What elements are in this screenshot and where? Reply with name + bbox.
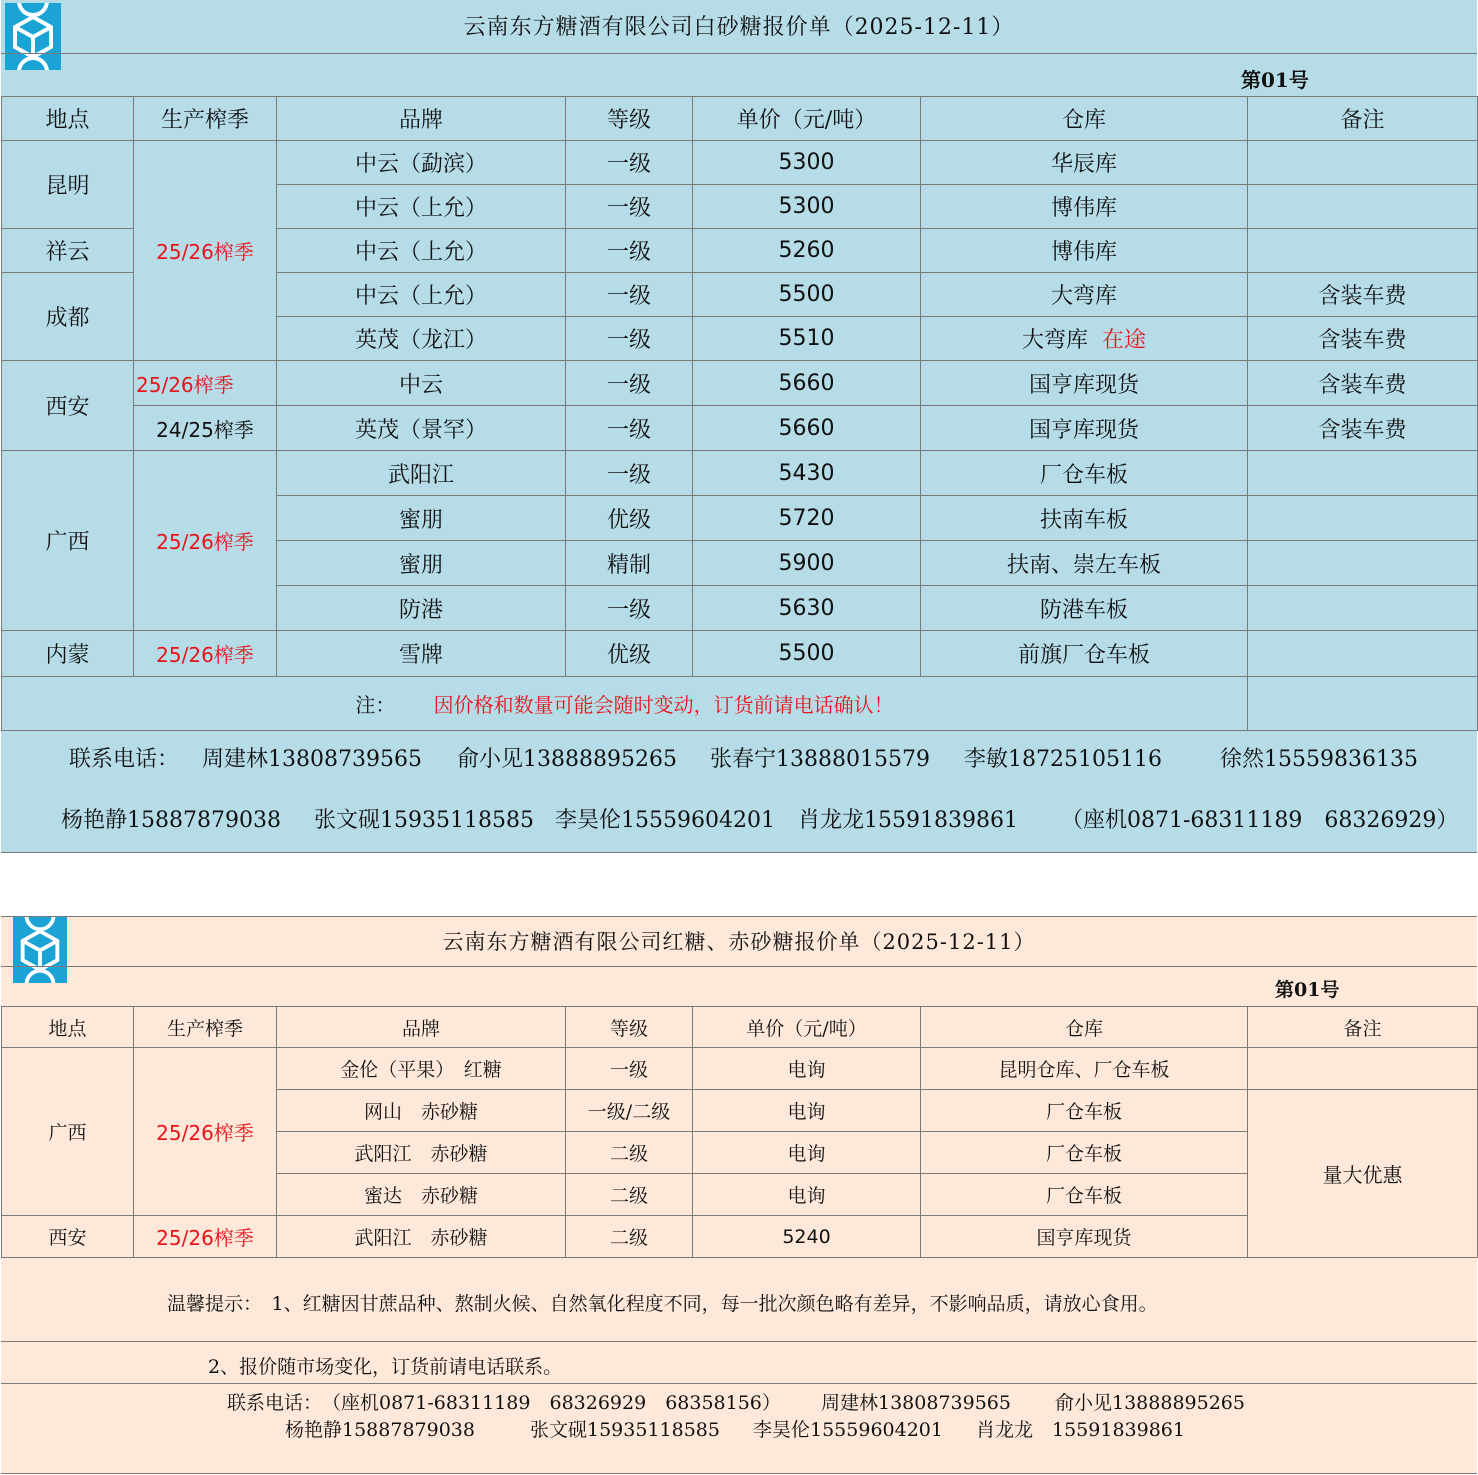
cell-price: 5300	[693, 141, 921, 185]
cell-location: 成都	[2, 273, 134, 361]
header-price: 单价（元/吨）	[693, 97, 921, 141]
cell-note	[1248, 496, 1478, 541]
cell-note	[1248, 541, 1478, 586]
cell-grade: 一级	[566, 1048, 693, 1090]
header-note: 备注	[1248, 1007, 1478, 1048]
cell-warehouse: 厂仓车板	[921, 1132, 1248, 1174]
brown-sugar-price-sheet	[1, 916, 1477, 1474]
header-location: 地点	[2, 97, 134, 141]
contact-item: 俞小见13888895265	[457, 747, 677, 772]
sheet-title: 云南东方糖酒有限公司白砂糖报价单（2025-12-11）	[1, 0, 1477, 54]
cell-brand: 英茂（龙江）	[277, 317, 566, 361]
cell-warehouse: 国亨库现货	[921, 406, 1248, 451]
contact-item: 张文砚15935118585	[314, 808, 534, 833]
cell-note	[1248, 451, 1478, 496]
cell-price: 5900	[693, 541, 921, 586]
cell-grade: 优级	[566, 496, 693, 541]
cell-warehouse: 厂仓车板	[921, 451, 1248, 496]
cell-grade: 一级	[566, 317, 693, 361]
cell-price: 5660	[693, 406, 921, 451]
cell-location: 祥云	[2, 229, 134, 273]
cell-grade: 一级/二级	[566, 1090, 693, 1132]
cell-price: 电询	[693, 1174, 921, 1216]
cell-season: 25/26榨季	[134, 141, 277, 361]
cell-grade: 精制	[566, 541, 693, 586]
cell-warehouse: 国亨库现货	[921, 361, 1248, 406]
cell-location: 内蒙	[2, 631, 134, 677]
cell-grade: 一级	[566, 229, 693, 273]
cell-note	[1248, 1048, 1478, 1090]
cell-warehouse: 扶南、崇左车板	[921, 541, 1248, 586]
cell-grade: 二级	[566, 1216, 693, 1258]
cell-grade: 一级	[566, 141, 693, 185]
header-grade: 等级	[566, 1007, 693, 1048]
contact-item: 李敏18725105116	[964, 747, 1162, 772]
white-sugar-table	[1, 96, 1478, 731]
notice-row	[2, 677, 1478, 731]
cell-warehouse: 博伟库	[921, 185, 1248, 229]
cell-warehouse: 厂仓车板	[921, 1174, 1248, 1216]
cell-brand: 金伦（平果） 红糖	[277, 1048, 566, 1090]
header-season: 生产榨季	[134, 1007, 277, 1048]
cell-price: 5430	[693, 451, 921, 496]
cell-location: 西安	[2, 361, 134, 451]
cell-price: 5500	[693, 273, 921, 317]
cell-grade: 一级	[566, 406, 693, 451]
tip-line-1	[1, 1289, 1477, 1319]
cell-grade: 一级	[566, 451, 693, 496]
tip-line-2	[1, 1352, 1477, 1382]
contacts-line-2	[1, 1415, 1477, 1441]
cell-brand: 中云（上允）	[277, 273, 566, 317]
contacts-line-1	[1, 1388, 1477, 1414]
cell-brand: 蜜朋	[277, 541, 566, 586]
notice-text: 因价格和数量可能会随时变动，订货前请电话确认！	[433, 693, 894, 717]
cell-location: 昆明	[2, 141, 134, 229]
cell-location: 西安	[2, 1216, 134, 1258]
cell-brand: 防港	[277, 586, 566, 631]
cell-grade: 二级	[566, 1174, 693, 1216]
cell-price: 电询	[693, 1048, 921, 1090]
cell-note-bulk-discount: 量大优惠	[1248, 1090, 1478, 1258]
table-header-row	[2, 97, 1478, 141]
header-brand: 品牌	[277, 97, 566, 141]
sheet-gap	[0, 853, 1478, 916]
contacts-label: 联系电话：	[69, 747, 180, 772]
contacts-line-1	[1, 742, 1477, 772]
cell-price: 5660	[693, 361, 921, 406]
tip-text-1: 温馨提示： 1、红糖因甘蔗品种、熬制火候、自然氧化程度不同，每一批次颜色略有差异，不影响品质，请放心食用。	[167, 1293, 1158, 1315]
contact-item: 杨艳静15887879038	[285, 1419, 475, 1441]
cell-warehouse: 前旗厂仓车板	[921, 631, 1248, 677]
contact-item: 肖龙龙15591839861	[798, 808, 1018, 833]
header-brand: 品牌	[277, 1007, 566, 1048]
header-grade: 等级	[566, 97, 693, 141]
contact-item: 周建林13808739565	[821, 1392, 1011, 1414]
contact-item: 肖龙龙 15591839861	[976, 1419, 1185, 1441]
header-note: 备注	[1248, 97, 1478, 141]
cell-note	[1248, 229, 1478, 273]
table-row	[2, 406, 1478, 451]
cell-note	[1248, 141, 1478, 185]
cell-brand: 中云（勐滨）	[277, 141, 566, 185]
contact-item: 徐然15559836135	[1220, 747, 1418, 772]
brown-sugar-table	[1, 1006, 1478, 1258]
cell-brand: 武阳江 赤砂糖	[277, 1132, 566, 1174]
cell-price: 5510	[693, 317, 921, 361]
table-header-row	[2, 1007, 1478, 1048]
cell-grade: 一级	[566, 273, 693, 317]
cell-grade: 一级	[566, 185, 693, 229]
warehouse-name: 大弯库	[1021, 328, 1088, 353]
contact-item: 张文砚15935118585	[530, 1419, 720, 1441]
in-transit-label: 在途	[1102, 328, 1147, 353]
contacts-line-2	[1, 803, 1477, 833]
cell-warehouse: 国亨库现货	[921, 1216, 1248, 1258]
cell-grade: 二级	[566, 1132, 693, 1174]
sheet-title: 云南东方糖酒有限公司红糖、赤砂糖报价单（2025-12-11）	[1, 916, 1477, 967]
cell-price: 5300	[693, 185, 921, 229]
cell-brand: 中云（上允）	[277, 229, 566, 273]
cell-price: 5720	[693, 496, 921, 541]
cell-warehouse: 厂仓车板	[921, 1090, 1248, 1132]
cell-note	[1248, 631, 1478, 677]
table-row	[2, 141, 1478, 185]
cell-warehouse: 华辰库	[921, 141, 1248, 185]
header-price: 单价（元/吨）	[693, 1007, 921, 1048]
cell-brand: 英茂（景罕）	[277, 406, 566, 451]
cell-brand: 武阳江 赤砂糖	[277, 1216, 566, 1258]
table-row	[2, 631, 1478, 677]
cell-price: 5260	[693, 229, 921, 273]
issue-number: 第01号	[1241, 68, 1309, 92]
cell-note: 含装车费	[1248, 406, 1478, 451]
cell-season: 25/26榨季	[134, 1048, 277, 1216]
notice-label: 注：	[355, 693, 396, 717]
cell-note: 含装车费	[1248, 317, 1478, 361]
cell-season: 24/25榨季	[134, 406, 277, 451]
cell-brand: 中云	[277, 361, 566, 406]
cell-brand: 雪牌	[277, 631, 566, 677]
contact-item: 俞小见13888895265	[1055, 1392, 1245, 1414]
cell-price: 5630	[693, 586, 921, 631]
cell-brand: 网山 赤砂糖	[277, 1090, 566, 1132]
cell-note	[1248, 586, 1478, 631]
contact-item: （座机0871-68311189 68326929）	[1061, 808, 1459, 833]
contact-item: 李昊伦15559604201	[555, 808, 775, 833]
white-sugar-price-sheet	[1, 0, 1477, 853]
cell-brand: 蜜达 赤砂糖	[277, 1174, 566, 1216]
contact-item: 杨艳静15887879038	[61, 808, 281, 833]
contact-item: 李昊伦15559604201	[753, 1419, 943, 1441]
header-season: 生产榨季	[134, 97, 277, 141]
cell-warehouse: 大弯库	[921, 273, 1248, 317]
issue-number: 第01号	[1275, 979, 1340, 1001]
header-warehouse: 仓库	[921, 97, 1248, 141]
cell-brand: 武阳江	[277, 451, 566, 496]
table-row	[2, 1048, 1478, 1090]
cell-location: 广西	[2, 451, 134, 631]
cell-season: 25/26榨季	[134, 361, 277, 406]
header-warehouse: 仓库	[921, 1007, 1248, 1048]
contact-item: 张春宁13888015579	[710, 747, 930, 772]
table-row	[2, 451, 1478, 496]
contact-item: 周建林13808739565	[202, 747, 422, 772]
cell-price: 5500	[693, 631, 921, 677]
header-location: 地点	[2, 1007, 134, 1048]
cell-note: 含装车费	[1248, 361, 1478, 406]
cell-season: 25/26榨季	[134, 631, 277, 677]
cell-price: 电询	[693, 1090, 921, 1132]
cell-warehouse	[921, 317, 1248, 361]
cell-price: 电询	[693, 1132, 921, 1174]
cell-warehouse: 昆明仓库、厂仓车板	[921, 1048, 1248, 1090]
cell-season: 25/26榨季	[134, 451, 277, 631]
cell-note	[1248, 185, 1478, 229]
cell-season: 25/26榨季	[134, 1216, 277, 1258]
cell-brand: 中云（上允）	[277, 185, 566, 229]
cell-grade: 一级	[566, 361, 693, 406]
cell-grade: 一级	[566, 586, 693, 631]
cell-note: 含装车费	[1248, 273, 1478, 317]
cell-price: 5240	[693, 1216, 921, 1258]
cell-brand: 蜜朋	[277, 496, 566, 541]
cell-warehouse: 扶南车板	[921, 496, 1248, 541]
cell-warehouse: 博伟库	[921, 229, 1248, 273]
cell-location: 广西	[2, 1048, 134, 1216]
cell-grade: 优级	[566, 631, 693, 677]
contacts-label: 联系电话： （座机0871-68311189 68326929 68358156）	[227, 1392, 781, 1414]
table-row	[2, 361, 1478, 406]
tip-text-2: 2、报价随市场变化，订货前请电话联系。	[208, 1356, 563, 1378]
cell-warehouse: 防港车板	[921, 586, 1248, 631]
